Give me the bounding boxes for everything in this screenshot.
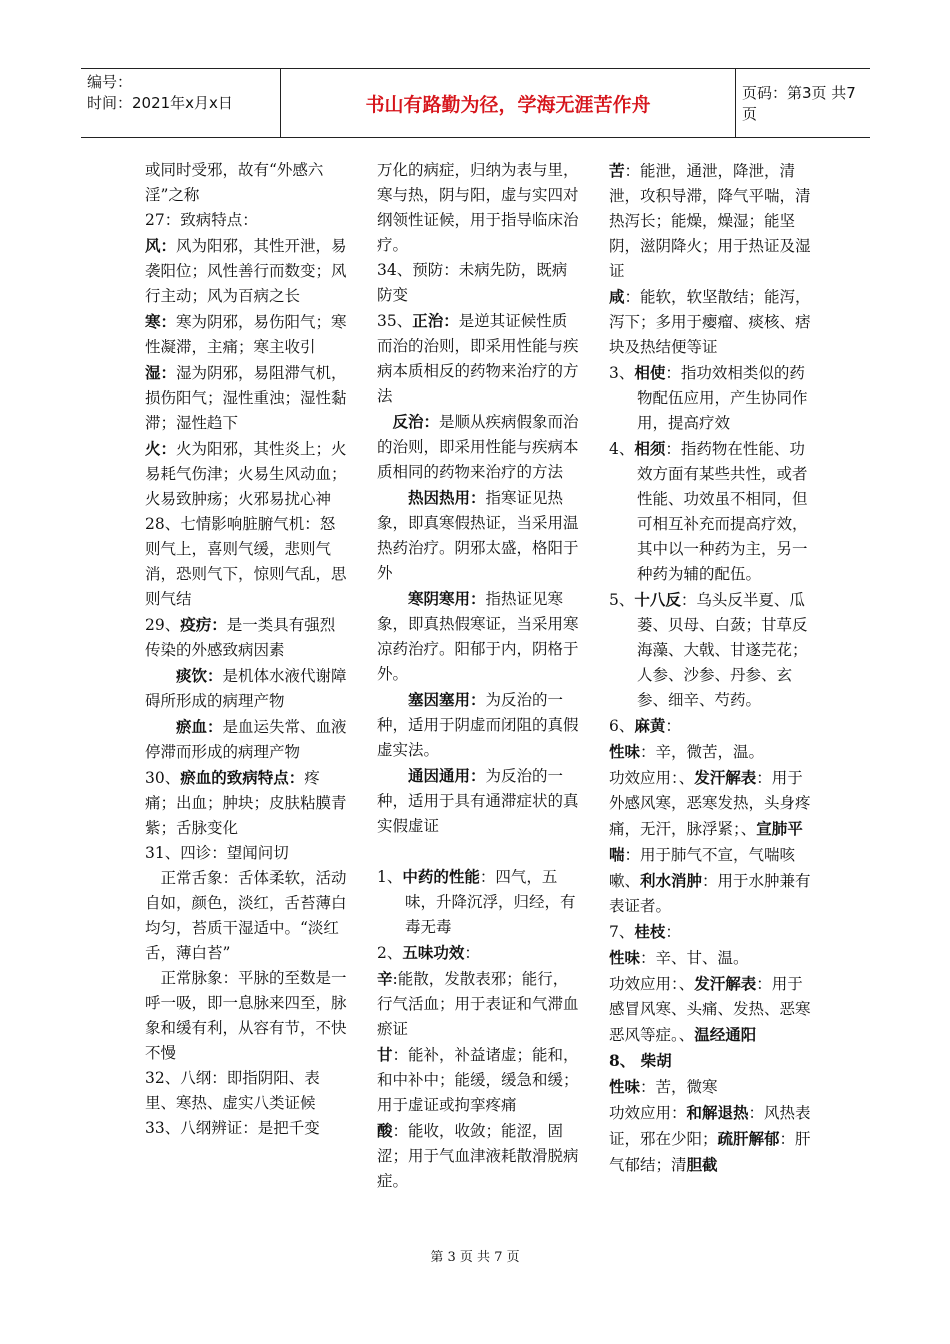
header-meta xyxy=(81,69,281,137)
item-number: 6、 xyxy=(609,717,635,735)
text: 32、八纲：即指阴阳、表里、寒热、虚实八类证候 xyxy=(145,1069,320,1112)
term: 寒阴寒用： xyxy=(408,589,486,608)
term: 相使 xyxy=(634,363,666,382)
paragraph xyxy=(609,1048,814,1074)
paragraph xyxy=(145,966,347,1066)
term: 风： xyxy=(145,236,177,255)
paragraph xyxy=(145,1066,347,1116)
paragraph xyxy=(609,1100,814,1178)
term: 相须 xyxy=(634,439,666,458)
term: 中药的性能 xyxy=(402,867,480,886)
term: 性味 xyxy=(609,742,641,761)
term: 辛 xyxy=(377,969,393,988)
term: 苦 xyxy=(609,161,625,180)
text: ：苦，微寒 xyxy=(640,1078,718,1096)
item-number: 35、 xyxy=(377,312,413,330)
term: 咸 xyxy=(609,287,625,306)
text: ：用于水肿兼有表证者。 xyxy=(609,872,811,915)
item-number: 5、 xyxy=(609,591,635,609)
text: 是血运失常、血液停滞而形成的病理产物 xyxy=(145,718,347,761)
term: 酸 xyxy=(377,1121,393,1140)
text: 万化的病症，归纳为表与里，寒与热，阴与阳，虚与实四对纲领性证候，用于指导临床治疗。 xyxy=(377,161,579,254)
text: ：风热表证，邪在少阳； xyxy=(609,1104,811,1148)
paragraph xyxy=(377,308,579,409)
paragraph xyxy=(609,587,814,713)
text: ： xyxy=(665,923,681,941)
text: 功效应用：、 xyxy=(609,769,695,787)
text: 寒为阴邪，易伤阳气；寒性凝滞，主痛；寒主收引 xyxy=(145,313,347,356)
item-number: 30、 xyxy=(145,769,181,787)
paragraph xyxy=(145,360,347,436)
paragraph xyxy=(145,714,347,765)
text-column-2 xyxy=(377,158,579,1194)
text: 功效应用：、 xyxy=(609,975,695,993)
term: 麻黄 xyxy=(634,716,666,735)
paragraph xyxy=(609,765,814,919)
text: ：用于外感风寒，恶寒发热，头身疼痛，无汗，脉浮紧；、 xyxy=(609,769,811,838)
paragraph xyxy=(145,158,347,208)
term: 性味 xyxy=(609,948,641,967)
text: 正常舌象：舌体柔软，活动自如，颜色，淡红，舌苔薄白均匀，苔质干湿适中。“淡红舌，薄白苔” xyxy=(145,869,347,962)
text: 为反治的一种，适用于阴虚而闭阻的真假虚实法。 xyxy=(377,691,579,759)
paragraph xyxy=(377,839,579,864)
paragraph xyxy=(145,841,347,866)
paragraph xyxy=(609,360,814,436)
paragraph xyxy=(145,612,347,663)
paragraph xyxy=(145,1116,347,1141)
paragraph xyxy=(377,485,579,586)
term: 热因热用： xyxy=(408,488,486,507)
paragraph xyxy=(609,919,814,945)
term: 疫疠： xyxy=(180,615,227,634)
document-number: 编号： xyxy=(87,73,133,91)
term: 利水消肿 xyxy=(640,871,703,890)
paragraph xyxy=(377,687,579,763)
text: 28、七情影响脏腑气机：怒则气上，喜则气缓，悲则气消，恐则气下，惊则气乱，思则气结 xyxy=(145,515,347,608)
paragraph xyxy=(609,436,814,587)
text: ：辛，微苦，温。 xyxy=(640,743,765,761)
paragraph xyxy=(145,866,347,966)
paragraph xyxy=(609,713,814,739)
paragraph xyxy=(377,158,579,258)
text: ：辛、甘、温。 xyxy=(640,949,749,967)
text: 是逆其证候性质而治的治则，即采用性能与疾病本质相反的药物来治疗的方法 xyxy=(377,312,579,405)
paragraph xyxy=(145,765,347,841)
text-column-3 xyxy=(609,158,814,1178)
text: 27：致病特点： xyxy=(145,211,258,229)
text: 或同时受邪，故有“外感六淫”之称 xyxy=(145,161,324,204)
text: ：用于肺气不宣，气喘咳嗽、 xyxy=(609,846,796,890)
text: 火为阳邪，其性炎上；火易耗气伤津；火易生风动血；火易致肿疡；火邪易扰心神 xyxy=(145,440,347,508)
paragraph xyxy=(145,512,347,612)
term: 发汗解表 xyxy=(694,974,757,993)
paragraph xyxy=(377,966,579,1042)
text: 指热证见寒象，即真热假寒证，当采用寒凉药治疗。阳郁于内，阴格于外。 xyxy=(377,590,579,683)
term: 和解退热 xyxy=(686,1103,749,1122)
term: 性味 xyxy=(609,1077,641,1096)
paragraph xyxy=(377,763,579,839)
text: ：能收，收敛；能涩，固涩；用于气血津液耗散滑脱病症。 xyxy=(377,1122,579,1190)
item-number: 2、 xyxy=(377,944,403,962)
paragraph xyxy=(145,208,347,233)
term: 胆截 xyxy=(686,1155,718,1174)
text: ：能补，补益诸虚；能和，和中补中；能缓，缓急和缓；用于虚证或拘挛疼痛 xyxy=(377,1046,579,1114)
text: 是机体水液代谢障碍所形成的病理产物 xyxy=(145,667,347,710)
document-date: 时间：2021年x月x日 xyxy=(87,94,233,112)
text: ：用于感冒风寒、头痛、发热、恶寒恶风等症。、 xyxy=(609,975,811,1044)
paragraph xyxy=(609,739,814,765)
text: ：指药物在性能、功效方面有某些共性，或者性能、功效虽不相同，但可相互补充而提高疗效，其中以一种药为主，另一种药为辅的配伍。 xyxy=(637,440,808,583)
term: 正治： xyxy=(412,311,459,330)
text: ：四气，五味，升降沉浮，归经，有毒无毒 xyxy=(405,868,576,936)
text: 33、八纲辨证：是把千变 xyxy=(145,1119,320,1137)
item-number: 1、 xyxy=(377,868,403,886)
text: 功效应用： xyxy=(609,1104,687,1122)
text: ： xyxy=(464,944,480,962)
paragraph xyxy=(377,409,579,485)
term: 发汗解表 xyxy=(694,768,757,787)
text-column-1 xyxy=(145,158,347,1141)
paragraph xyxy=(609,158,814,284)
text: ： xyxy=(665,717,681,735)
header-page-number: 页码：第3页 共7页 xyxy=(742,84,856,123)
term: 塞因塞用： xyxy=(408,690,486,709)
text: 湿为阴邪，易阻滞气机，损伤阳气；湿性重浊；湿性黏滞；湿性趋下 xyxy=(145,364,347,432)
term: 温经通阳 xyxy=(694,1025,757,1044)
paragraph xyxy=(609,945,814,971)
term: 瘀血： xyxy=(176,717,223,736)
item-number: 7、 xyxy=(609,923,635,941)
paragraph xyxy=(145,233,347,309)
term: 宣肺平喘 xyxy=(609,819,803,864)
term: 痰饮： xyxy=(176,666,223,685)
paragraph xyxy=(145,436,347,512)
text: ：指功效相类似的药物配伍应用，产生协同作用，提高疗效 xyxy=(637,364,808,432)
text: 指寒证见热象，即真寒假热证，当采用温热药治疗。阴邪太盛，格阳于外 xyxy=(377,489,579,582)
page-header xyxy=(81,68,870,138)
term: 十八反 xyxy=(634,590,681,609)
text: 疼痛；出血；肿块；皮肤粘膜青紫；舌脉变化 xyxy=(145,769,347,837)
term: 五味功效 xyxy=(402,943,465,962)
paragraph xyxy=(145,663,347,714)
paragraph xyxy=(377,940,579,966)
paragraph xyxy=(145,309,347,360)
term: 疏肝解郁 xyxy=(717,1129,780,1148)
term: 寒： xyxy=(145,312,177,331)
item-number: 4、 xyxy=(609,440,635,458)
item-number: 29、 xyxy=(145,616,181,634)
term: 反治： xyxy=(392,412,440,431)
text: 风为阳邪，其性开泄，易袭阳位；风性善行而数变；风行主动；风为百病之长 xyxy=(145,237,347,305)
text: 正常脉象：平脉的至数是一呼一吸，即一息脉来四至，脉象和缓有利，从容有节，不快不慢 xyxy=(145,969,347,1062)
paragraph xyxy=(377,1118,579,1194)
term: 甘 xyxy=(377,1045,393,1064)
term: 通因通用： xyxy=(408,766,486,785)
text: ：能软，软坚散结；能泻，泻下；多用于瘿瘤、痰核、痞块及热结便等证 xyxy=(609,288,811,356)
text: 31、四诊：望闻问切 xyxy=(145,844,289,862)
paragraph xyxy=(377,258,579,308)
text: 是顺从疾病假象而治的治则，即采用性能与疾病本质相同的药物来治疗的方法 xyxy=(377,413,579,481)
item-number: 3、 xyxy=(609,364,635,382)
paragraph xyxy=(377,1042,579,1118)
paragraph xyxy=(609,1074,814,1100)
text: 为反治的一种，适用于具有通滞症状的真实假虚证 xyxy=(377,767,579,835)
text: :能散，发散表邪；能行，行气活血；用于表证和气滞血瘀证 xyxy=(377,970,579,1038)
text: ：能泄，通泄，降泄，清泄，攻积导滞，降气平喘，清热泻长；能燥，燥湿；能坚阴，滋阴降火；用于热证及湿证 xyxy=(609,162,811,280)
term: 湿： xyxy=(145,363,177,382)
paragraph xyxy=(609,971,814,1048)
text: 是一类具有强烈传染的外感致病因素 xyxy=(145,616,336,659)
paragraph xyxy=(377,864,579,940)
term: 火： xyxy=(145,439,177,458)
text: ：乌头反半夏、瓜蒌、贝母、白蔹；甘草反海藻、大戟、甘遂芫花；人参、沙参、丹参、玄参、细辛、芍药。 xyxy=(637,591,808,709)
term: 瘀血的致病特点： xyxy=(180,768,305,787)
text: ：肝气郁结；清 xyxy=(609,1130,811,1174)
header-motto: 书山有路勤为径，学海无涯苦作舟 xyxy=(281,69,736,137)
paragraph xyxy=(377,586,579,687)
term: 8、 柴胡 xyxy=(609,1051,672,1070)
term: 桂枝 xyxy=(634,922,666,941)
text: 34、预防：未病先防，既病防变 xyxy=(377,261,568,304)
page-footer: 第 3 页 共 7 页 xyxy=(430,1250,520,1265)
paragraph xyxy=(609,284,814,360)
